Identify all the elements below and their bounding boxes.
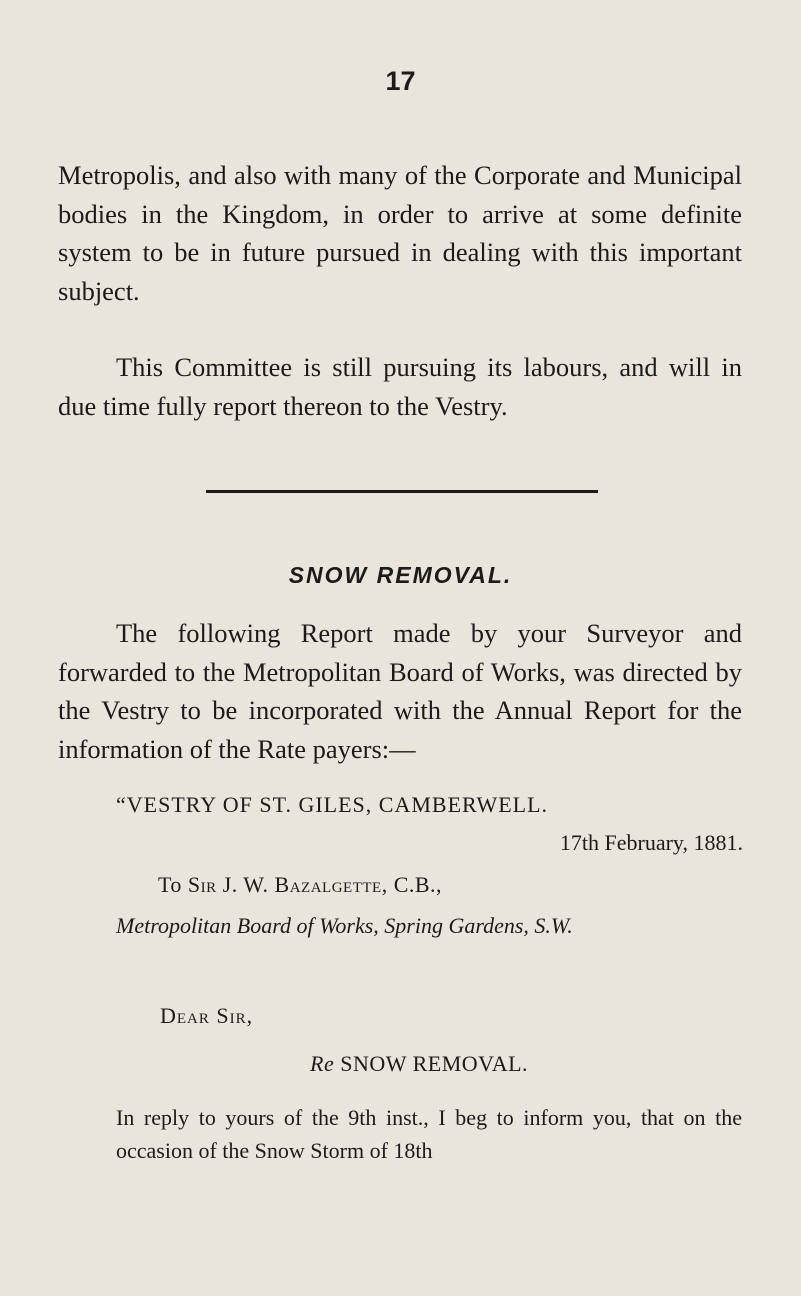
- addressee-prefix: To: [158, 872, 182, 897]
- letter-salutation: Dear Sir,: [160, 1003, 254, 1028]
- letter-address: Metropolitan Board of Works, Spring Gardens, S.W.: [116, 913, 573, 938]
- letter-date: 17th February, 1881.: [559, 830, 743, 855]
- re-prefix: Re: [310, 1051, 335, 1076]
- addressee-name: Sir J. W. Bazalgette, C.B.,: [187, 872, 443, 897]
- paragraph-report: [58, 614, 742, 768]
- paragraph-committee: [58, 348, 742, 425]
- page-number: 17: [385, 66, 416, 96]
- letter-addressee: [158, 872, 442, 898]
- paragraph-metropolis: Metropolis, and also with many of the Corporate and Municipal bodies in the Kingdom, in order to arrive at some definite system to be in future pursued in dealing with this important subject.: [58, 160, 742, 306]
- section-divider: [206, 490, 598, 493]
- letter-subject: [310, 1051, 528, 1077]
- letter-header: “VESTRY OF ST. GILES, CAMBERWELL.: [116, 792, 549, 817]
- paragraph-report-text: The following Report made by your Surveyor and forwarded to the Metropolitan Board of Works, was directed by the Vestry to be incorporated with the Annual Report for the information of the Rate payers:—: [58, 618, 742, 764]
- paragraph-committee-text: This Committee is still pursuing its labours, and will in due time fully report thereon to the Vestry.: [58, 352, 742, 421]
- section-heading: SNOW REMOVAL.: [288, 562, 513, 588]
- re-subject: SNOW REMOVAL.: [340, 1051, 529, 1076]
- letter-body-text: In reply to yours of the 9th inst., I beg to inform you, that on the occasion of the Snow Storm of 18th: [116, 1105, 742, 1163]
- letter-body: [116, 1101, 742, 1167]
